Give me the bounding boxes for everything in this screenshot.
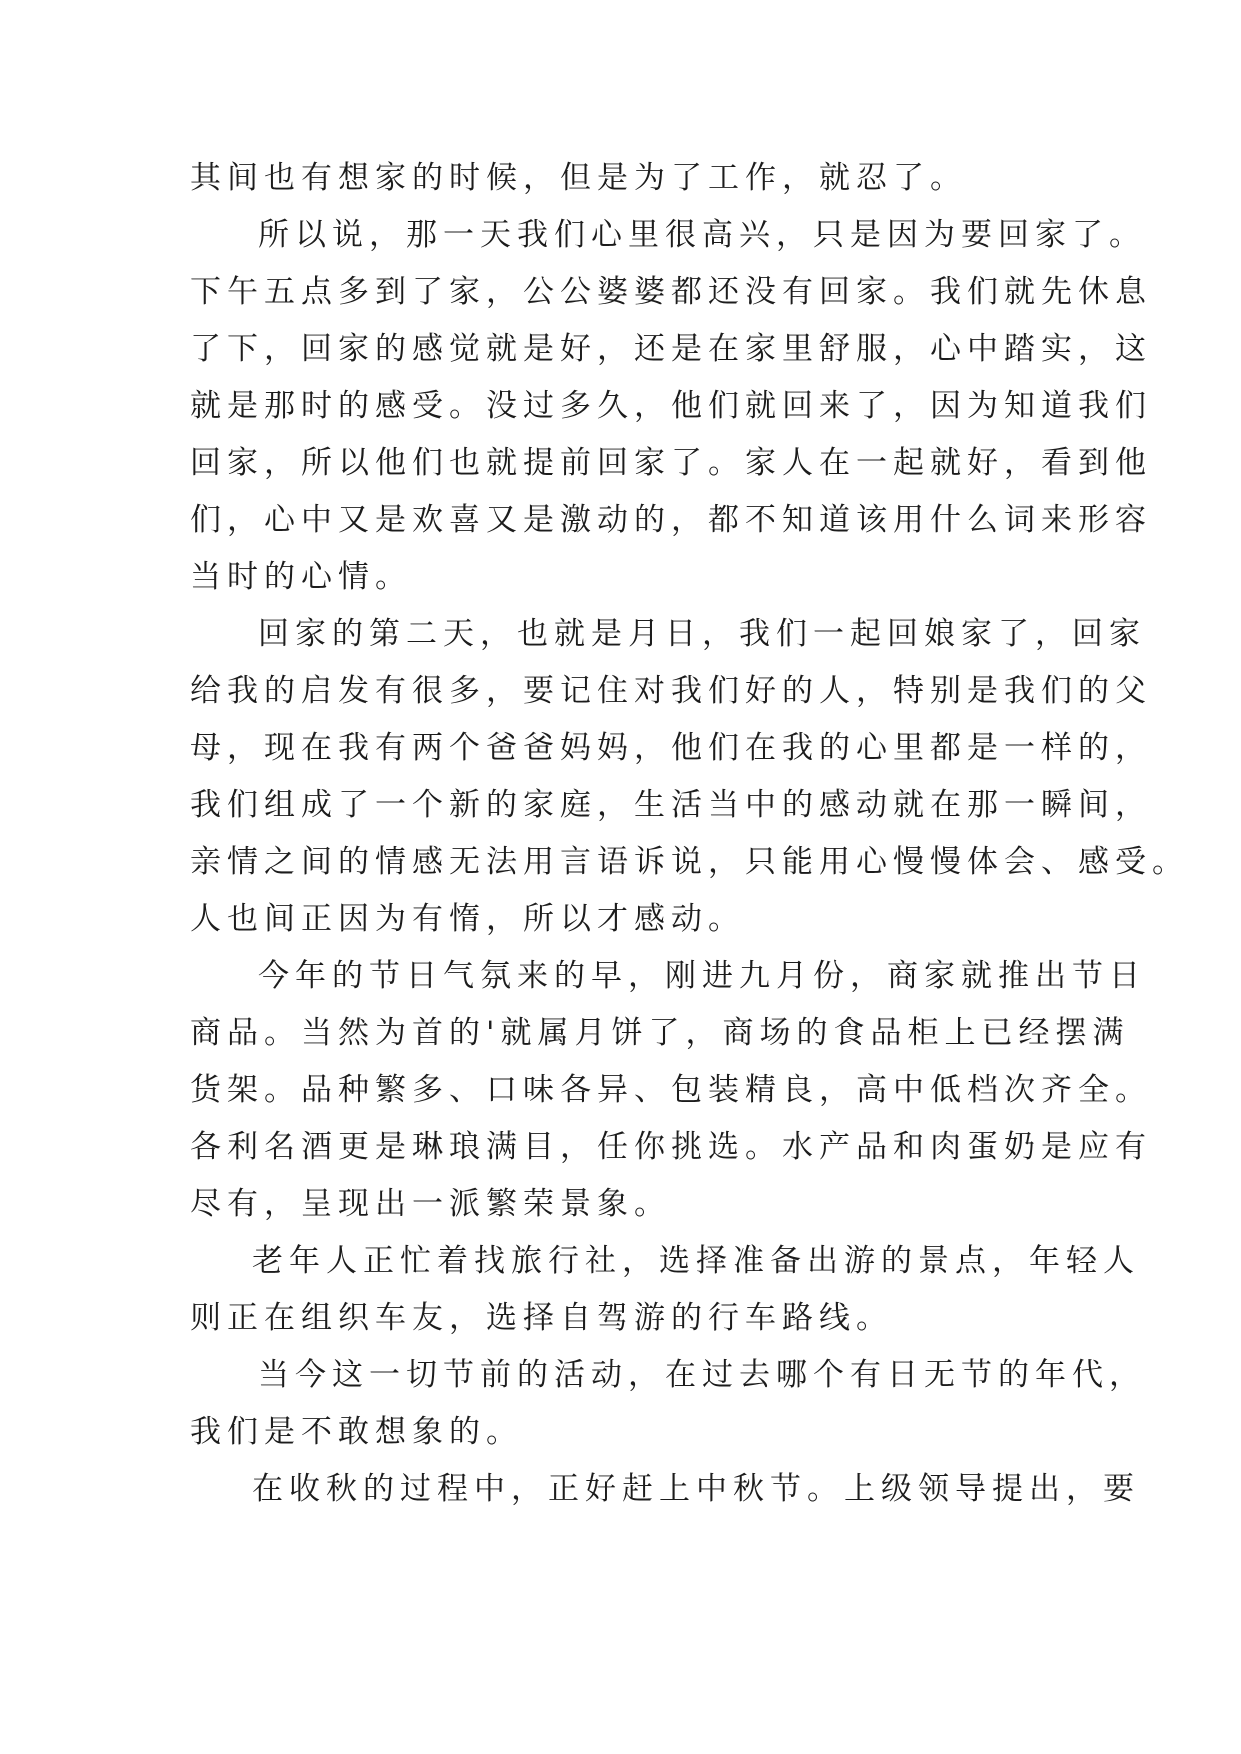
text-line: 了下，回家的感觉就是好，还是在家里舒服，心中踏实，这 bbox=[190, 331, 1152, 367]
text-line: 今年的节日气氛来的早，刚进九月份，商家就推出节日 bbox=[258, 958, 1146, 994]
text-line: 商品。当然为首的'就属月饼了，商场的食品柜上已经摆满 bbox=[190, 1015, 1130, 1051]
text-line: 我们组成了一个新的家庭，生活当中的感动就在那一瞬间， bbox=[190, 787, 1152, 823]
text-line: 回家的第二天，也就是月日，我们一起回娘家了，回家 bbox=[258, 616, 1146, 652]
text-line: 亲情之间的情感无法用言语诉说，只能用心慢慢体会、感受。 bbox=[190, 844, 1189, 880]
text-line: 母，现在我有两个爸爸妈妈，他们在我的心里都是一样的， bbox=[190, 730, 1152, 766]
text-line: 货架。品种繁多、口味各异、包装精良，高中低档次齐全。 bbox=[190, 1072, 1152, 1108]
document-body bbox=[190, 150, 1189, 1518]
text-line: 老年人正忙着找旅行社，选择准备出游的景点，年轻人 bbox=[252, 1243, 1140, 1279]
text-line: 其间也有想家的时候，但是为了工作，就忍了。 bbox=[190, 160, 967, 196]
text-line: 当时的心情。 bbox=[190, 559, 412, 595]
text-line: 尽有，呈现出一派繁荣景象。 bbox=[190, 1186, 671, 1222]
text-line: 我们是不敢想象的。 bbox=[190, 1414, 523, 1450]
text-line: 在收秋的过程中，正好赶上中秋节。上级领导提出，要 bbox=[252, 1471, 1140, 1507]
text-line: 各利名酒更是琳琅满目，任你挑选。水产品和肉蛋奶是应有 bbox=[190, 1129, 1152, 1165]
text-line: 人也间正因为有惰，所以才感动。 bbox=[190, 901, 745, 937]
text-line: 则正在组织车友，选择自驾游的行车路线。 bbox=[190, 1300, 893, 1336]
text-line: 回家，所以他们也就提前回家了。家人在一起就好，看到他 bbox=[190, 445, 1152, 481]
text-line: 就是那时的感受。没过多久，他们就回来了，因为知道我们 bbox=[190, 388, 1152, 424]
text-line: 们，心中又是欢喜又是激动的，都不知道该用什么词来形容 bbox=[190, 502, 1152, 538]
text-line: 所以说，那一天我们心里很高兴，只是因为要回家了。 bbox=[258, 217, 1146, 253]
text-line: 给我的启发有很多，要记住对我们好的人，特别是我们的父 bbox=[190, 673, 1152, 709]
text-line: 下午五点多到了家，公公婆婆都还没有回家。我们就先休息 bbox=[190, 274, 1152, 310]
text-line: 当今这一切节前的活动，在过去哪个有日无节的年代， bbox=[258, 1357, 1146, 1393]
